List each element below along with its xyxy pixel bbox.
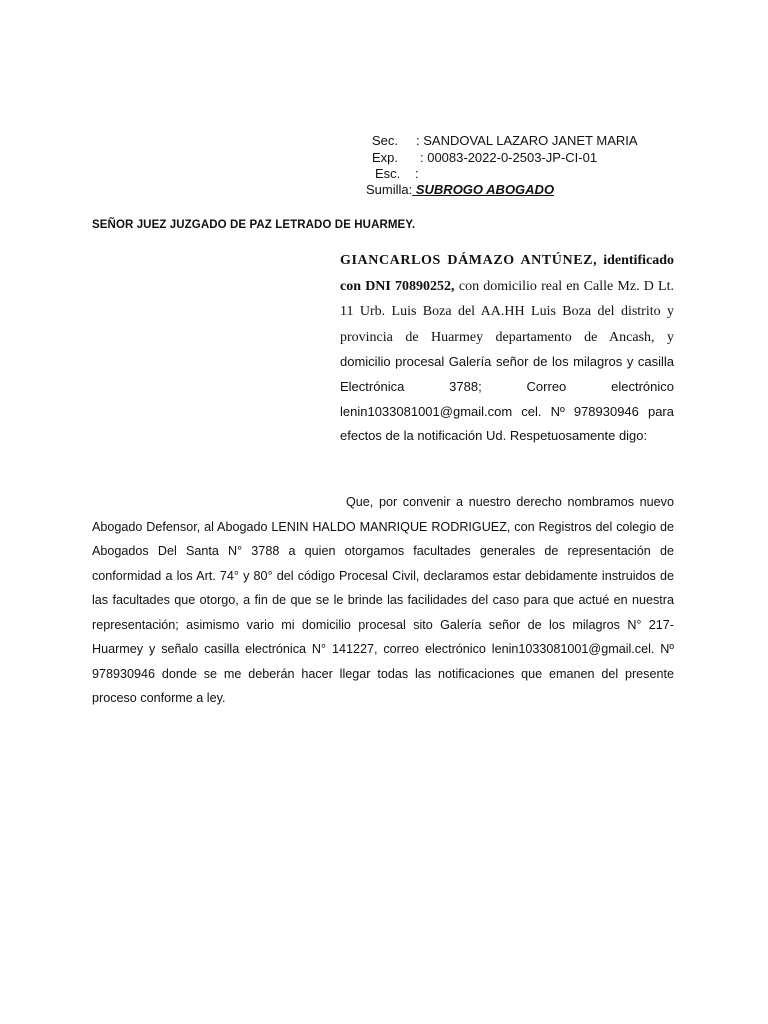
esc-label: Esc. — [375, 166, 401, 181]
body-part2: , con Registros del colegio de Abogados Del Santa N° 3788 a quien otorgamos facultades generales de representación de conformidad a los Art. 74° y 80° del código Procesal Civil, declaramos estar debidamente instruidos de las facultades que otorgo, a fin de que se le brinde las facilidades del caso para que actué en nuestra representación; asimismo vario mi domicilio procesal sito Galería señor de los milagros N° 217- Huarmey y señalo casilla electrónica N° 141227, correo electrónico lenin1033081001@gmail.cel. Nº 978930946 donde se me deberán hacer llegar todas las notificaciones que emanen del presente proceso conforme a ley. — [92, 519, 674, 705]
petitioner-name: GIANCARLOS DÁMAZO ANTÚNEZ, — [340, 253, 598, 268]
header-esc-line — [375, 166, 419, 182]
esc-value: : — [415, 166, 419, 181]
sumilla-label: Sumilla: — [366, 182, 413, 197]
header-exp-line — [372, 150, 597, 166]
exp-label: Exp. — [372, 150, 399, 165]
intro-paragraph — [340, 248, 674, 449]
sumilla-value: SUBROGO ABOGADO — [412, 182, 555, 197]
exp-value: : 00083-2022-0-2503-JP-CI-01 — [420, 150, 598, 165]
lawyer-name: LENIN HALDO MANRIQUE RODRIGUEZ — [271, 519, 507, 534]
sec-label: Sec. — [372, 133, 399, 148]
petitioner-address: con domicilio real en Calle Mz. D Lt. 11 Urb. Luis Boza del AA.HH Luis Boza del distrito y provincia de Huarmey departamento de Ancash, y — [340, 278, 674, 345]
sec-value: : SANDOVAL LAZARO JANET MARIA — [416, 133, 638, 148]
addressee-heading: SEÑOR JUEZ JUZGADO DE PAZ LETRADO DE HUARMEY. — [92, 219, 416, 231]
header-sumilla-line — [366, 182, 554, 198]
body-paragraph — [92, 490, 674, 711]
header-sec-line — [372, 133, 638, 149]
petitioner-id: identificado con DNI 70890252, — [340, 253, 674, 294]
petitioner-procesal: domicilio procesal Galería señor de los milagros y casilla Electrónica 3788; Correo electrónico lenin1033081001@gmail.com cel. Nº 978930946 para efectos de la notificación Ud. Respetuosamente digo: — [340, 354, 674, 444]
body-part1: Que, por convenir a nuestro derecho nombramos nuevo Abogado Defensor, al Abogado — [92, 495, 674, 534]
